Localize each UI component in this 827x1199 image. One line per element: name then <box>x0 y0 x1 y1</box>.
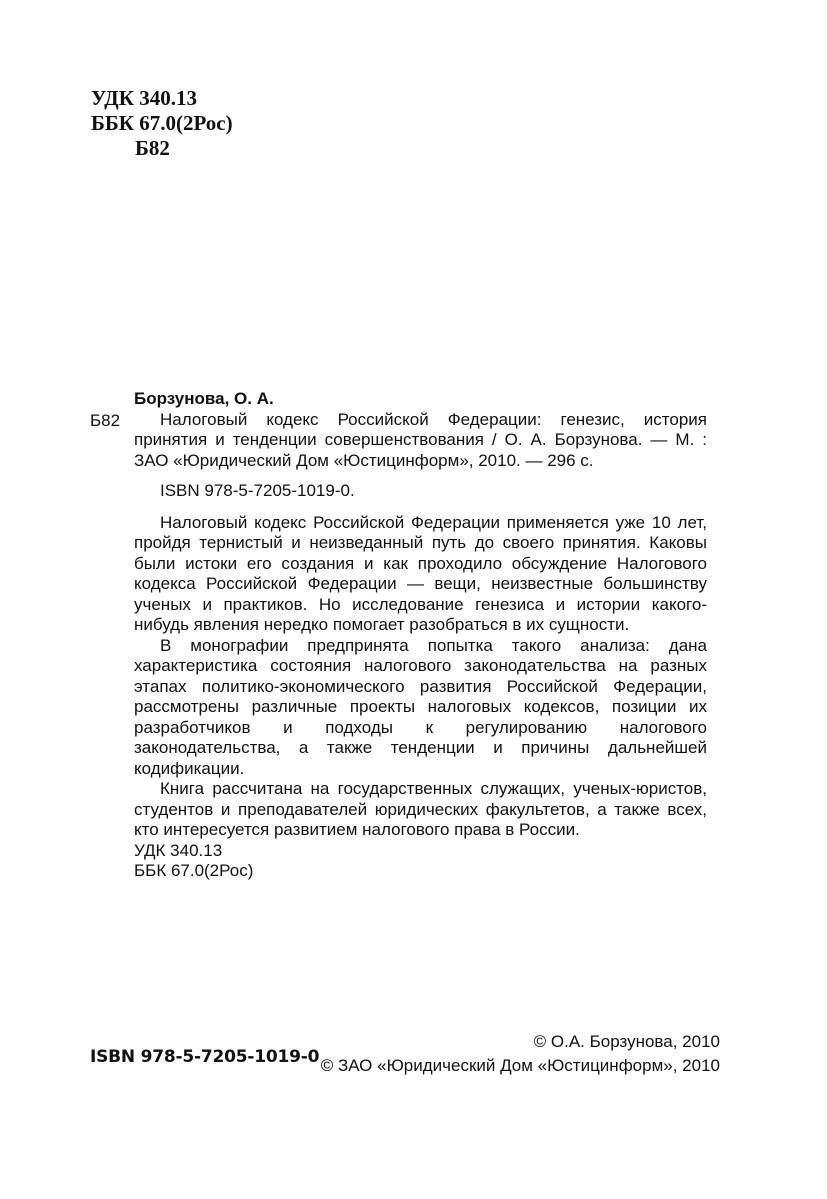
card-abstract-paragraph: Налоговый кодекс Российской Федерации применяется уже 10 лет, пройдя тернистый и неизведанный путь до своего принятия. Каковы были истоки его создания и как проходило обсуждение Налогового кодекса Российской Федерации — вещи, неизвестные большинству ученых и практиков. Но исследование генезиса и истории какого-нибудь явления нередко помогает разобраться в их сущности. <box>134 512 707 634</box>
card-abstract-paragraph: В монографии предпринята попытка такого анализа: дана характеристика состояния налогового законодательства на разных этапах политико-экономического развития Российской Федерации, рассмотрены различные проекты налоговых кодексов, позиции их разработчиков и подходы к регулированию налогового законодательства, а также тенденции и причины дальнейшей кодификации. <box>134 635 707 778</box>
card-udk: УДК 340.13 <box>134 840 223 860</box>
bbk-code: ББК 67.0(2Рос) <box>91 111 233 135</box>
classification-block <box>91 86 233 161</box>
card-bbk: ББК 67.0(2Рос) <box>134 861 254 880</box>
card-bibliographic-description: Налоговый кодекс Российской Федерации: генезис, история принятия и тенденции совершенствования / О. А. Борзунова. — М. : ЗАО «Юридический Дом «Юстицинформ», 2010. — 296 с. <box>134 409 707 470</box>
author-cipher: Б82 <box>135 136 170 160</box>
card-isbn: ISBN 978-5-7205-1019-0. <box>160 481 355 500</box>
card-author: Борзунова, О. А. <box>134 389 274 408</box>
card-abstract-paragraph: Книга рассчитана на государственных служащих, ученых-юристов, студентов и преподавателей юридических факультетов, а также всех, кто интересуется развитием налогового права в России. <box>134 779 707 839</box>
copyright-author: © О.А. Борзунова, 2010 <box>533 1032 720 1051</box>
footer-isbn: ISBN 978-5-7205-1019-0 <box>90 1047 320 1067</box>
card-cipher: Б82 <box>90 411 121 430</box>
catalog-card <box>90 389 707 882</box>
udk-code: УДК 340.13 <box>91 86 197 110</box>
copyright-publisher: © ЗАО «Юридический Дом «Юстицинформ», 2010 <box>320 1056 720 1075</box>
copyright-block <box>321 1030 720 1078</box>
